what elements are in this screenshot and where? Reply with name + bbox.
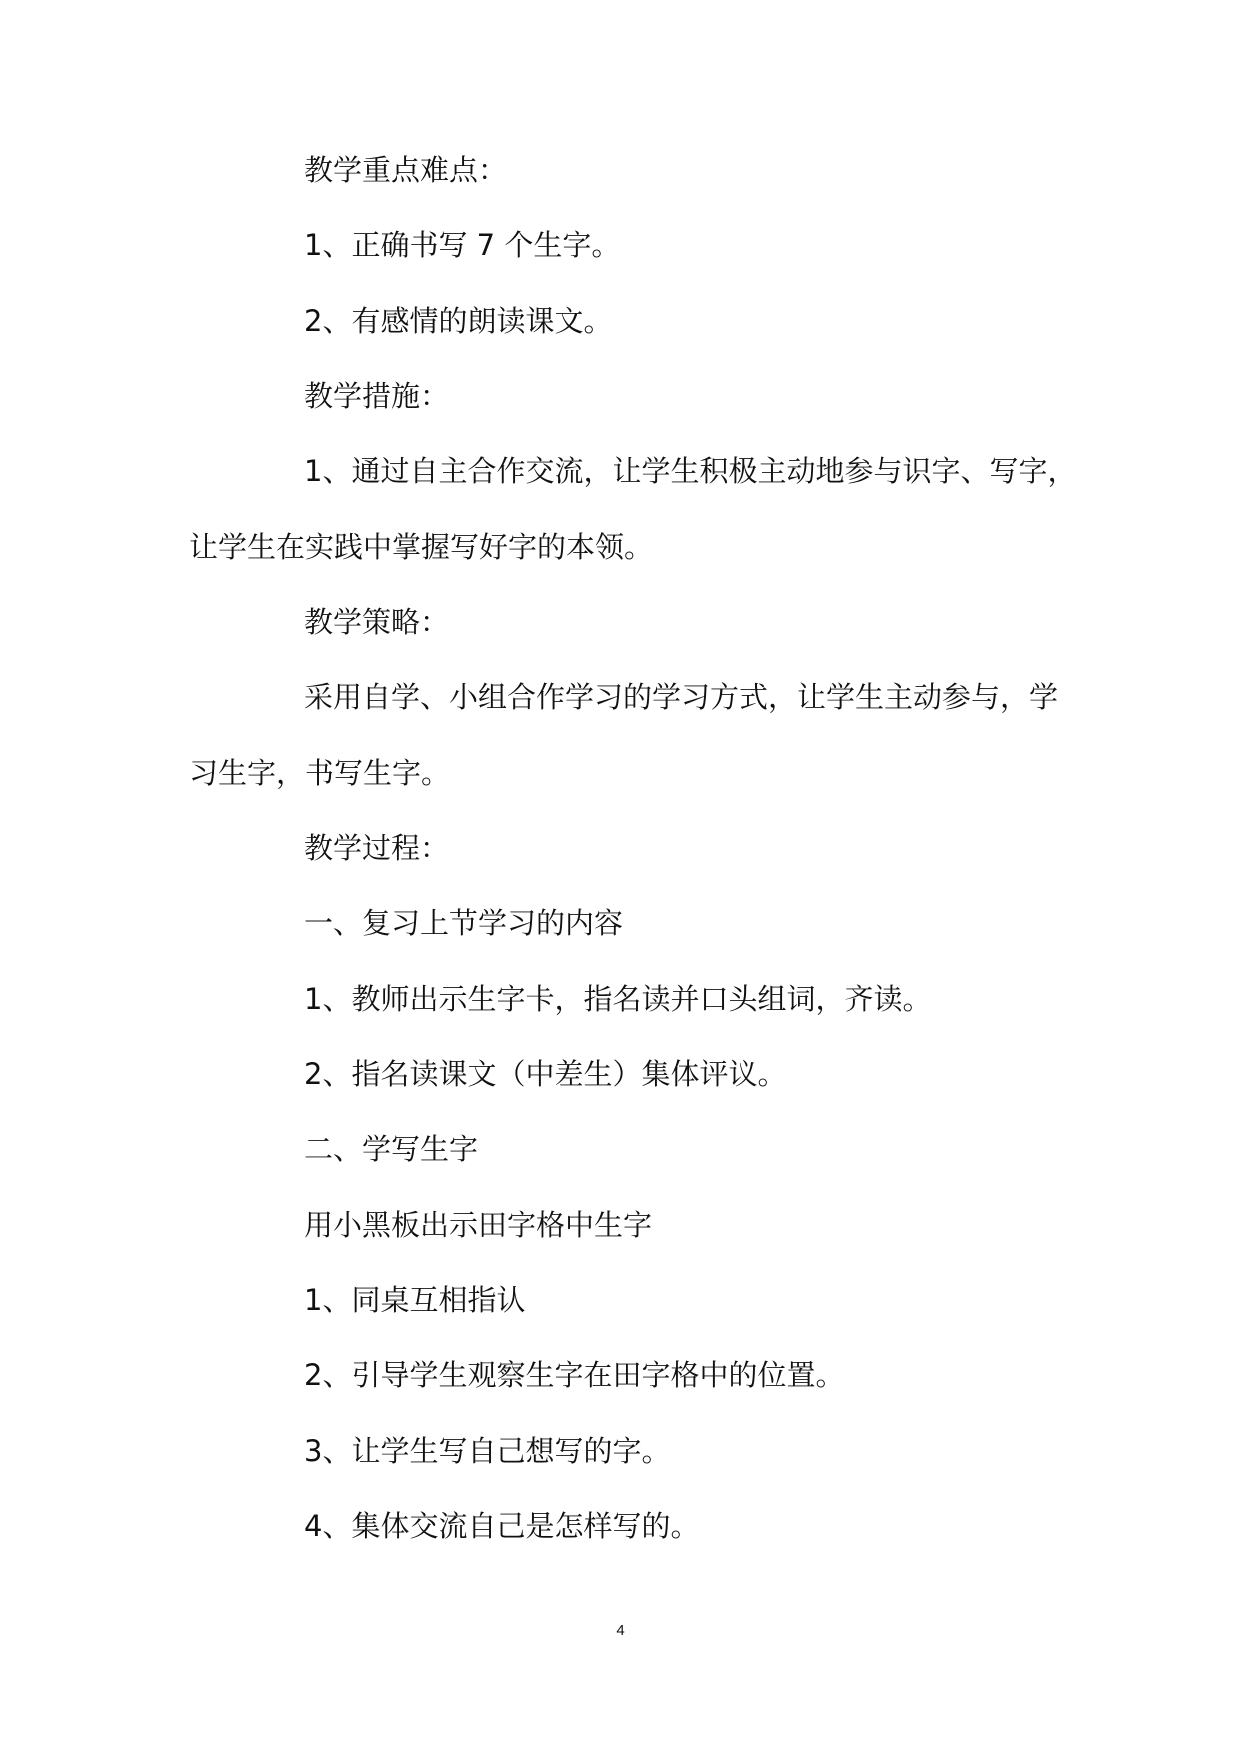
paragraph: 2、指名读课文（中差生）集体评议。	[304, 1057, 787, 1091]
paragraph: 3、让学生写自己想写的字。	[304, 1434, 671, 1468]
paragraph: 4、集体交流自己是怎样写的。	[304, 1509, 700, 1543]
paragraph: 2、有感情的朗读课文。	[304, 304, 613, 338]
heading-measures: 教学措施：	[304, 379, 450, 413]
page-number: 4	[616, 1622, 625, 1639]
paragraph-continuation: 习生字，书写生字。	[189, 756, 451, 790]
paragraph: 用小黑板出示田字格中生字	[304, 1208, 653, 1242]
paragraph: 2、引导学生观察生字在田字格中的位置。	[304, 1358, 845, 1392]
paragraph: 1、正确书写 7 个生字。	[304, 228, 621, 262]
paragraph: 1、同桌互相指认	[304, 1283, 526, 1317]
paragraph: 1、教师出示生字卡，指名读并口头组词，齐读。	[304, 982, 932, 1016]
section-heading: 一、复习上节学习的内容	[304, 906, 624, 940]
paragraph-continuation: 让学生在实践中掌握写好字的本领。	[189, 530, 654, 564]
heading-key-points: 教学重点难点：	[304, 153, 508, 187]
heading-process: 教学过程：	[304, 831, 450, 865]
paragraph: 1、通过自主合作交流，让学生积极主动地参与识字、写字，	[304, 454, 1077, 488]
heading-strategy: 教学策略：	[304, 605, 450, 639]
paragraph: 采用自学、小组合作学习的学习方式，让学生主动参与，学	[304, 680, 1059, 714]
section-heading: 二、学写生字	[304, 1132, 479, 1166]
